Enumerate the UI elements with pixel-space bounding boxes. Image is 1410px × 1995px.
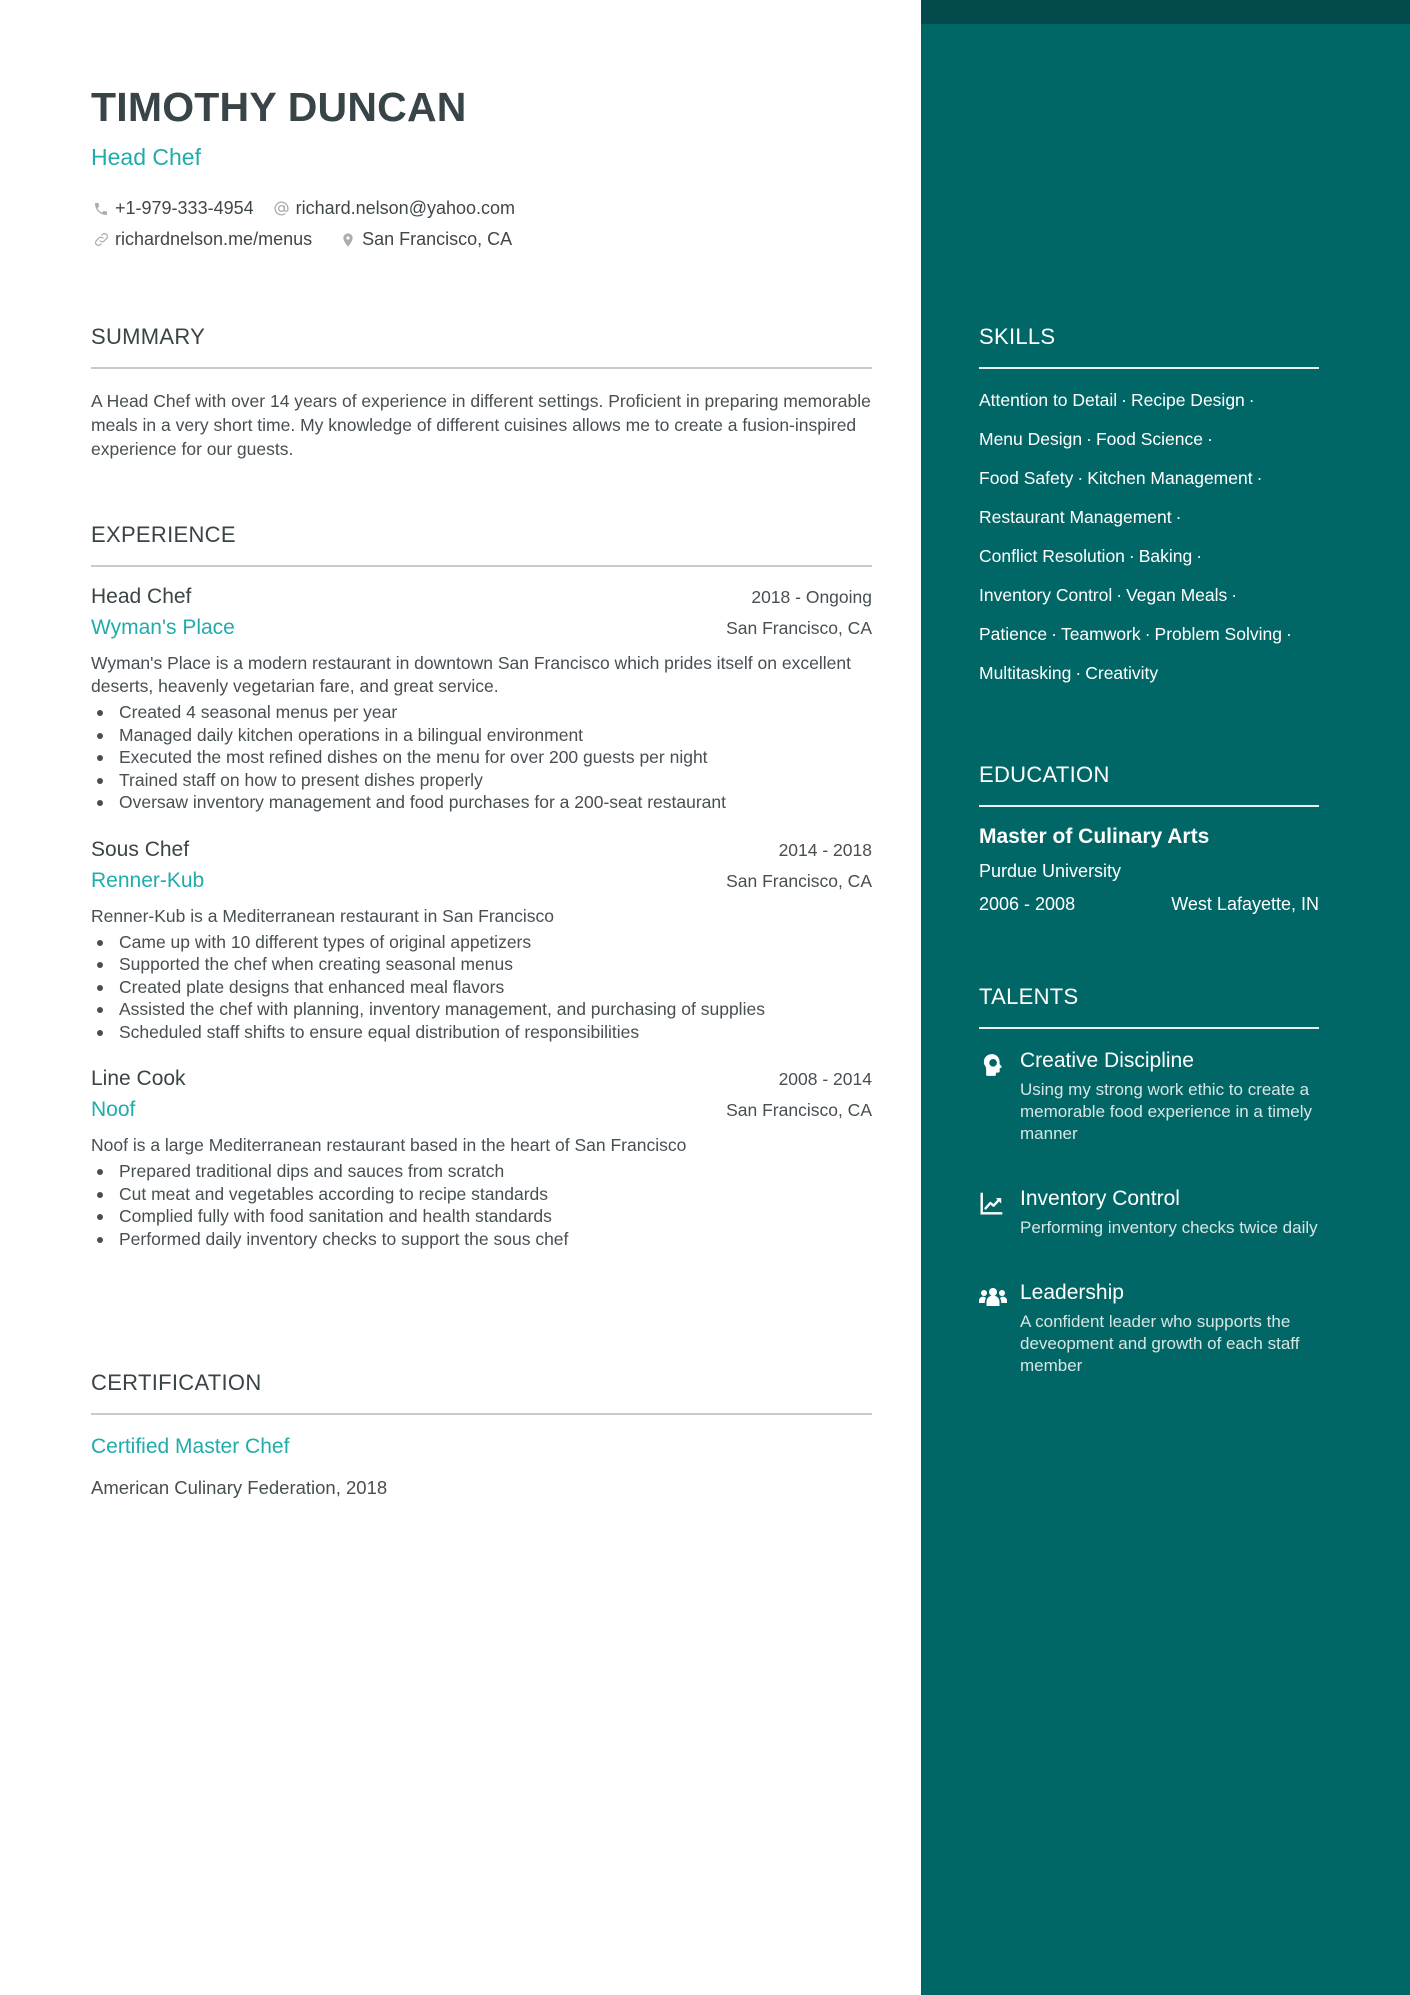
job-entry [91,1067,872,1250]
skill-item: Teamwork [1060,624,1141,644]
contact-info [91,193,871,255]
job-bullet: Complied fully with food sanitation and health standards [91,1205,872,1228]
sidebar-top-band [921,0,1410,24]
website-link[interactable]: richardnelson.me/menus [115,229,313,249]
contact-location [338,229,512,250]
job-bullets [91,701,872,814]
summary-section [91,324,872,461]
skills-line [979,537,1319,576]
job-subheader [91,616,872,640]
education-meta [979,894,1319,915]
education-location: West Lafayette, IN [1171,894,1319,914]
certification-issuer: American Culinary Federation, 2018 [91,1477,388,1498]
job-company: Noof [91,1098,136,1121]
job-dates: 2008 - 2014 [778,1069,872,1089]
skills-line [979,615,1319,654]
job-dates: 2014 - 2018 [778,839,872,860]
skill-item: Conflict Resolution [979,546,1125,566]
job-bullet: Created 4 seasonal menus per year [91,701,872,724]
job-bullet: Performed daily inventory checks to support the sous chef [91,1228,872,1251]
experience-section [91,522,872,1250]
head-silhouette-icon [979,1052,1005,1078]
skill-separator: · [1231,585,1238,605]
certification-name: Certified Master Chef [91,1435,290,1458]
education-school: Purdue University [979,861,1122,881]
section-heading: EDUCATION [979,762,1110,787]
skill-item: Attention to Detail [979,390,1118,410]
contact-row [91,224,871,255]
job-header [91,1067,872,1091]
section-heading: SUMMARY [91,324,206,349]
job-bullet: Supported the chef when creating seasonal menus [91,953,872,976]
skill-item: Food Safety [979,468,1074,488]
job-entry [91,838,872,1044]
skill-item: Multitasking [979,663,1072,683]
talent-description: A confident leader who supports the deveopment and growth of each staff member [1020,1312,1300,1375]
skill-separator: · [1116,585,1123,605]
skill-item: Patience [979,624,1048,644]
skill-separator: · [1077,468,1084,488]
skill-item: Vegan Meals [1126,585,1228,605]
job-bullet: Cut meat and vegetables according to recipe standards [91,1183,872,1206]
job-company: Wyman's Place [91,616,235,639]
phone-icon [91,199,111,219]
skills-section [979,324,1319,693]
skill-separator: · [1051,624,1057,644]
contact-website [91,229,312,250]
talents-section [979,984,1319,1377]
job-header [91,838,872,862]
location-pin-icon [338,230,358,250]
candidate-title: Head Chef [91,144,201,170]
talent-item [979,1185,1319,1239]
job-role: Sous Chef [91,837,190,861]
skill-item: Creativity [1085,663,1159,683]
skill-item: Menu Design [979,429,1083,449]
phone-number[interactable]: +1-979-333-4954 [115,198,254,218]
skill-item: Inventory Control [979,585,1113,605]
skill-separator: · [1256,468,1263,488]
location-text: San Francisco, CA [362,229,513,249]
section-divider [979,805,1319,807]
section-divider [91,367,872,369]
education-section [979,762,1319,915]
skill-separator: · [1121,390,1127,410]
section-divider [979,367,1319,369]
skill-separator: · [1144,624,1151,644]
job-role: Head Chef [91,585,192,608]
job-bullet: Came up with 10 different types of original appetizers [91,931,872,954]
at-icon [272,199,292,219]
job-bullet: Executed the most refined dishes on the menu for over 200 guests per night [91,746,872,769]
talent-name: Leadership [1020,1281,1124,1304]
education-degree: Master of Culinary Arts [979,825,1210,848]
skill-item: Restaurant Management [979,507,1172,527]
job-bullet: Assisted the chef with planning, inventory management, and purchasing of supplies [91,998,872,1021]
job-bullet: Managed daily kitchen operations in a bilingual environment [91,724,872,747]
job-location: San Francisco, CA [726,1100,872,1120]
talent-name: Inventory Control [1020,1187,1180,1210]
section-heading: EXPERIENCE [91,522,236,547]
section-heading: CERTIFICATION [91,1370,262,1395]
skills-line [979,420,1319,459]
candidate-name: TIMOTHY DUNCAN [91,84,467,130]
job-bullets [91,931,872,1044]
job-bullet: Trained staff on how to present dishes properly [91,769,872,792]
skills-line [979,654,1319,693]
contact-row [91,193,871,224]
job-description: Noof is a large Mediterranean restaurant based in the heart of San Francisco [91,1135,687,1155]
section-divider [91,1413,872,1415]
skill-item: Food Science [1095,429,1203,449]
job-location: San Francisco, CA [726,618,872,638]
talent-description: Using my strong work ethic to create a memorable food experience in a timely manner [1020,1080,1312,1143]
job-bullet: Created plate designs that enhanced meal flavors [91,976,872,999]
skill-separator: · [1128,546,1135,566]
skill-item: Problem Solving [1154,624,1282,644]
talent-name: Creative Discipline [1020,1049,1194,1072]
talent-description: Performing inventory checks twice daily [1020,1218,1318,1237]
job-bullet: Scheduled staff shifts to ensure equal distribution of responsibilities [91,1021,872,1044]
skills-line [979,459,1319,498]
link-icon [91,230,111,250]
skill-separator: · [1196,546,1203,566]
skill-item: Recipe Design [1130,390,1245,410]
skill-separator: · [1248,390,1255,410]
job-bullet: Oversaw inventory management and food purchases for a 200-seat restaurant [91,791,872,814]
job-description: Wyman's Place is a modern restaurant in downtown San Francisco which prides itself on excellent deserts, heavenly vegetarian fare, and great service. [91,653,851,696]
skill-separator: · [1075,663,1082,683]
job-bullet: Prepared traditional dips and sauces from scratch [91,1160,872,1183]
skill-item: Baking [1138,546,1193,566]
section-divider [91,565,872,567]
skill-separator: · [1285,624,1292,644]
job-description: Renner-Kub is a Mediterranean restaurant in San Francisco [91,905,555,926]
skill-separator: · [1206,429,1213,449]
talent-item [979,1047,1319,1145]
skill-item: Kitchen Management [1087,468,1253,488]
skill-separator: · [1175,507,1182,527]
job-subheader [91,869,872,893]
chart-line-icon [979,1190,1005,1216]
job-entry [91,585,872,814]
contact-email [272,198,515,219]
section-heading: TALENTS [979,984,1079,1009]
job-dates: 2018 - Ongoing [751,587,872,607]
section-heading: SKILLS [979,324,1056,349]
certification-section [91,1370,872,1499]
summary-text: A Head Chef with over 14 years of experience in different settings. Proficient in preparing memorable meals in a very short time. My knowledge of different cuisines allows me to create a fusion-inspired experience for our guests. [91,391,871,459]
email-address[interactable]: richard.nelson@yahoo.com [295,198,516,218]
users-icon [979,1284,1005,1310]
skill-separator: · [1086,429,1092,449]
section-divider [979,1027,1319,1029]
contact-phone [91,198,254,219]
talent-item [979,1279,1319,1377]
job-bullets [91,1160,872,1250]
skills-line [979,576,1319,615]
job-header [91,585,872,609]
education-dates: 2006 - 2008 [979,894,1076,914]
job-company: Renner-Kub [91,868,205,892]
skills-line [979,381,1319,420]
job-location: San Francisco, CA [726,870,872,891]
skills-list [979,381,1319,693]
skills-line [979,498,1319,537]
job-role: Line Cook [91,1067,186,1090]
job-subheader [91,1098,872,1122]
